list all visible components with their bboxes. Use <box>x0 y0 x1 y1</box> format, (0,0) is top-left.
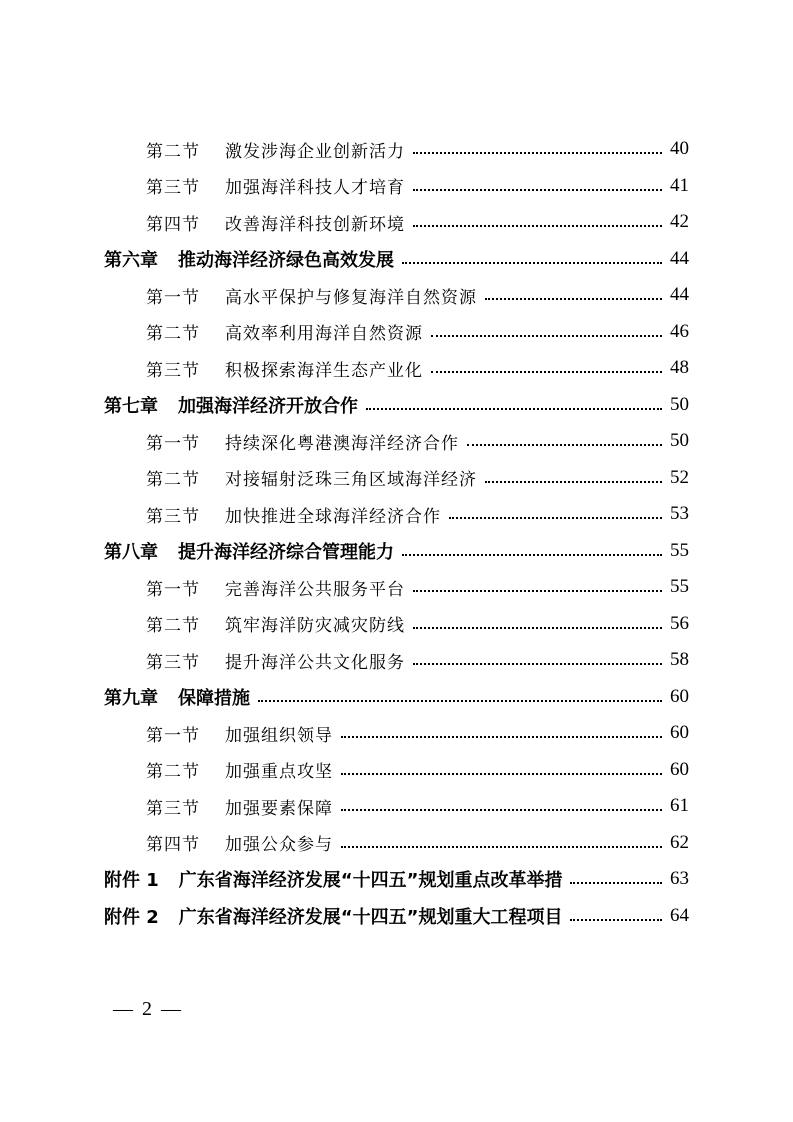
toc-label: 第一节 <box>146 725 200 746</box>
toc-label: 第一节 <box>146 433 200 454</box>
toc-entry[interactable] <box>0 496 793 533</box>
dot-leader <box>485 298 662 300</box>
toc-page-number: 52 <box>670 466 689 488</box>
toc-entry[interactable] <box>0 168 793 205</box>
toc-title: 完善海洋公共服务平台 <box>225 579 405 600</box>
toc-page-number: 55 <box>670 576 689 598</box>
toc-page-number: 48 <box>670 357 689 379</box>
toc-page-number: 44 <box>670 247 689 269</box>
toc-label: 第六章 <box>104 249 158 271</box>
dot-leader <box>258 700 662 702</box>
toc-label: 第二节 <box>146 141 200 162</box>
toc-entry[interactable] <box>0 679 793 716</box>
toc-page-number: 64 <box>670 904 689 926</box>
toc-title: 加强要素保障 <box>225 798 333 819</box>
dot-leader <box>449 517 662 519</box>
toc-page-number: 61 <box>670 795 689 817</box>
toc-entry[interactable] <box>0 314 793 351</box>
toc-entry[interactable] <box>0 825 793 862</box>
toc-label: 第四节 <box>146 835 200 856</box>
toc-label: 附件 2 <box>104 906 159 928</box>
toc-page-number: 40 <box>670 138 689 160</box>
toc-entry[interactable] <box>0 569 793 606</box>
dot-leader <box>341 773 662 775</box>
toc-title: 筑牢海洋防灾减灾防线 <box>225 616 405 637</box>
toc-label: 第二节 <box>146 762 200 783</box>
toc-title: 推动海洋经济绿色高效发展 <box>178 249 394 271</box>
toc-page-number: 50 <box>670 430 689 452</box>
toc-label: 第七章 <box>104 395 158 417</box>
toc-entry[interactable] <box>0 715 793 752</box>
toc-label: 第四节 <box>146 214 200 235</box>
toc-title: 保障措施 <box>178 687 250 709</box>
dot-leader <box>341 809 662 811</box>
toc-label: 第三节 <box>146 506 200 527</box>
toc-label: 第九章 <box>104 687 158 709</box>
toc-entry[interactable] <box>0 606 793 643</box>
toc-entry[interactable] <box>0 642 793 679</box>
toc-title: 高效率利用海洋自然资源 <box>225 324 423 345</box>
toc-entry[interactable] <box>0 241 793 278</box>
toc-label: 第二节 <box>146 470 200 491</box>
toc-label: 第一节 <box>146 579 200 600</box>
dot-leader <box>467 444 662 446</box>
toc-page-number: 62 <box>670 831 689 853</box>
toc-title: 提升海洋公共文化服务 <box>225 652 405 673</box>
toc-entry[interactable] <box>0 350 793 387</box>
toc-title: 提升海洋经济综合管理能力 <box>178 541 394 563</box>
toc-title: 激发涉海企业创新活力 <box>225 141 405 162</box>
dot-leader <box>413 663 662 665</box>
toc-page-number: 44 <box>670 284 689 306</box>
toc-label: 第二节 <box>146 324 200 345</box>
dot-leader <box>402 262 662 264</box>
toc-title: 加强公众参与 <box>225 835 333 856</box>
dot-leader <box>341 736 662 738</box>
toc-page-number: 55 <box>670 539 689 561</box>
toc-label: 第八章 <box>104 541 158 563</box>
toc-entry[interactable] <box>0 788 793 825</box>
toc-title: 加强海洋经济开放合作 <box>178 395 358 417</box>
toc-title: 加强组织领导 <box>225 725 333 746</box>
dot-leader <box>431 335 662 337</box>
dot-leader <box>431 371 662 373</box>
toc-entry[interactable] <box>0 752 793 789</box>
toc-label: 第二节 <box>146 616 200 637</box>
dot-leader <box>402 554 662 556</box>
dot-leader <box>413 152 662 154</box>
toc-page-number: 50 <box>670 393 689 415</box>
toc-entry[interactable] <box>0 898 793 935</box>
dot-leader <box>366 408 662 410</box>
dot-leader <box>570 882 662 884</box>
toc-title: 加强海洋科技人才培育 <box>225 178 405 199</box>
toc-page-number: 42 <box>670 211 689 233</box>
page-number-footer: — 2 — <box>113 998 183 1020</box>
toc-entry[interactable] <box>0 423 793 460</box>
toc-entry[interactable] <box>0 861 793 898</box>
toc-title: 加强重点攻坚 <box>225 762 333 783</box>
toc-title: 广东省海洋经济发展“十四五”规划重点改革举措 <box>178 870 563 892</box>
toc-entry[interactable] <box>0 277 793 314</box>
toc-label: 附件 1 <box>104 870 159 892</box>
toc-title: 对接辐射泛珠三角区域海洋经济 <box>225 470 477 491</box>
toc-entry[interactable] <box>0 204 793 241</box>
dot-leader <box>485 481 662 483</box>
dot-leader <box>341 846 662 848</box>
toc-page-number: 41 <box>670 174 689 196</box>
toc-page-number: 60 <box>670 685 689 707</box>
dot-leader <box>413 627 662 629</box>
toc-page-number: 46 <box>670 320 689 342</box>
dot-leader <box>570 919 662 921</box>
toc-label: 第三节 <box>146 798 200 819</box>
dot-leader <box>413 189 662 191</box>
toc-label: 第一节 <box>146 287 200 308</box>
toc-title: 高水平保护与修复海洋自然资源 <box>225 287 477 308</box>
toc-title: 持续深化粤港澳海洋经济合作 <box>225 433 459 454</box>
toc-title: 改善海洋科技创新环境 <box>225 214 405 235</box>
toc-page-number: 63 <box>670 868 689 890</box>
toc-page-number: 60 <box>670 722 689 744</box>
toc-label: 第三节 <box>146 178 200 199</box>
dot-leader <box>413 590 662 592</box>
toc-page-number: 58 <box>670 649 689 671</box>
toc-title: 广东省海洋经济发展“十四五”规划重大工程项目 <box>178 906 563 928</box>
toc-entry[interactable] <box>0 460 793 497</box>
toc-entry[interactable] <box>0 387 793 424</box>
toc-page-number: 60 <box>670 758 689 780</box>
toc-label: 第三节 <box>146 652 200 673</box>
table-of-contents <box>0 131 793 934</box>
toc-entry[interactable] <box>0 533 793 570</box>
toc-page-number: 56 <box>670 612 689 634</box>
toc-title: 加快推进全球海洋经济合作 <box>225 506 441 527</box>
dot-leader <box>413 225 662 227</box>
toc-label: 第三节 <box>146 360 200 381</box>
toc-page-number: 53 <box>670 503 689 525</box>
toc-entry[interactable] <box>0 131 793 168</box>
toc-title: 积极探索海洋生态产业化 <box>225 360 423 381</box>
